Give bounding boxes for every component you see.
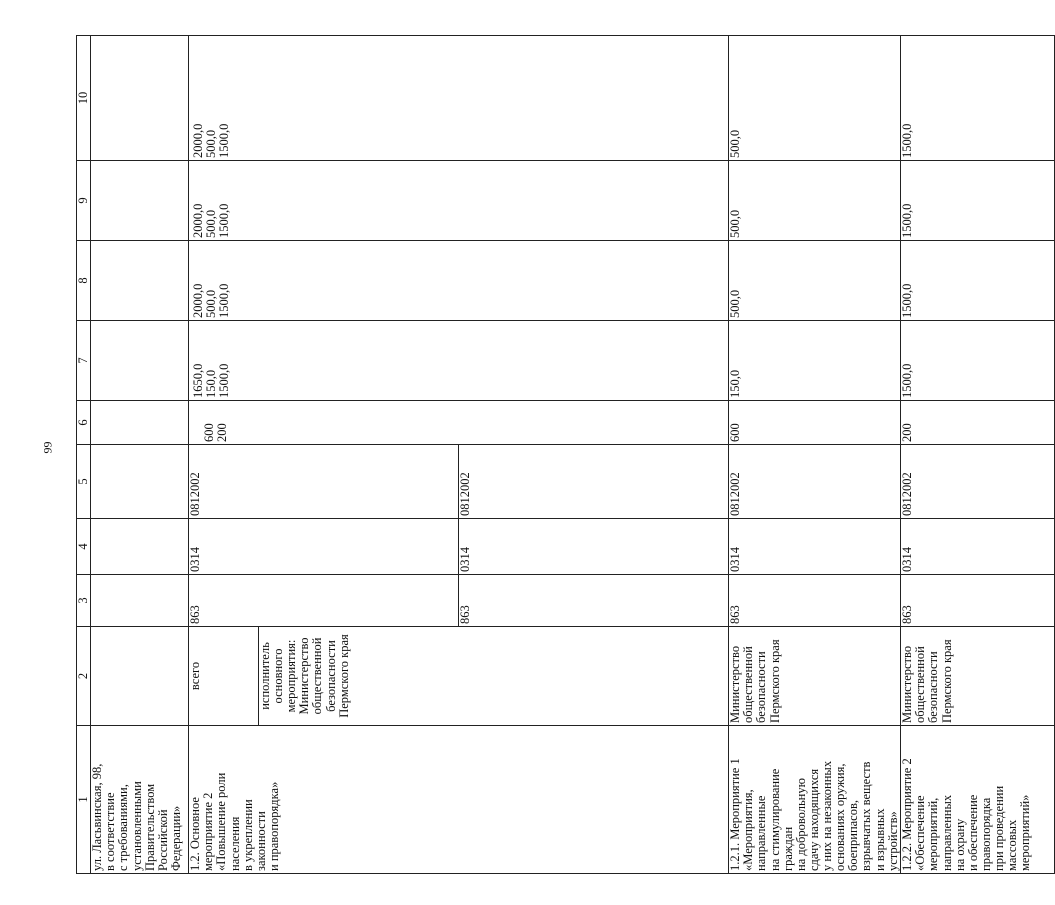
row-4-col-9: 1500,0	[901, 161, 1055, 241]
row-4-col-8: 1500,0	[901, 241, 1055, 321]
row-2-col-4-split	[189, 519, 728, 574]
row-2-col-2-split	[189, 627, 728, 725]
row-3-col-3: 863	[729, 575, 901, 627]
table-row	[901, 36, 1055, 874]
table-row	[189, 36, 729, 874]
row-1-col-6	[91, 401, 189, 445]
row-3-col-10: 500,0	[729, 36, 901, 161]
row-1-col-5	[91, 445, 189, 519]
col-header-5: 5	[77, 445, 91, 519]
row-2-col-5-total: 0812002	[189, 445, 459, 518]
row-1-col-4	[91, 519, 189, 575]
row-1-col-3	[91, 575, 189, 627]
row-2-col-5-split	[189, 445, 728, 518]
column-number-row	[77, 36, 91, 874]
table-row	[729, 36, 901, 874]
row-3-col-2: Министерство общественной безопасности Пермского края	[729, 627, 901, 726]
col-header-10: 10	[77, 36, 91, 161]
row-1-col-7	[91, 321, 189, 401]
program-table	[76, 35, 1055, 874]
row-2-col-8: 2000,0 500,0 1500,0	[189, 241, 729, 321]
row-2-col-4-total: 0314	[189, 519, 459, 574]
row-2-col-1: 1.2. Основное мероприятие 2 «Повышение роли населения в укреплении законности и правопорядка»	[189, 726, 729, 874]
rotated-table-wrapper	[76, 36, 1033, 874]
row-2-col-5	[189, 445, 729, 519]
row-3-col-1: 1.2.1. Мероприятие 1 «Мероприятия, направленные на стимулирование граждан на добровольную сдачу находящихся у них на незаконных основаниях оружия, боеприпасов, взрывчатых веществ и взрывных устройств»	[729, 726, 901, 874]
row-2-col-9: 2000,0 500,0 1500,0	[189, 161, 729, 241]
row-4-col-2: Министерство общественной безопасности Пермского края	[901, 627, 1055, 726]
row-4-col-10: 1500,0	[901, 36, 1055, 161]
row-3-col-8: 500,0	[729, 241, 901, 321]
row-1-col-2	[91, 627, 189, 726]
row-2-col-3	[189, 575, 729, 627]
col-header-3: 3	[77, 575, 91, 627]
row-2-col-3-executor: 863	[458, 605, 473, 624]
row-4-col-4: 0314	[901, 519, 1055, 575]
row-1-col-1: ул. Ласьвинская, 98, в соответствие с требованиями, установленными Правительством Российской Федерации»	[91, 726, 189, 874]
col-header-7: 7	[77, 321, 91, 401]
row-2-col-3-total: 863	[189, 575, 459, 626]
row-4-col-5: 0812002	[901, 445, 1055, 519]
row-3-col-9: 500,0	[729, 161, 901, 241]
row-1-col-9	[91, 161, 189, 241]
row-2-col-2	[189, 627, 729, 726]
col-header-6: 6	[77, 401, 91, 445]
row-2-col-2-executor: исполнитель основного мероприятия: Министерство общественной безопасности Пермского края	[257, 634, 351, 718]
row-2-col-10: 2000,0 500,0 1500,0	[189, 36, 729, 161]
col-header-2: 2	[77, 627, 91, 726]
row-2-col-3-split	[189, 575, 728, 626]
row-1-col-10	[91, 36, 189, 161]
col-header-1: 1	[77, 726, 91, 874]
row-3-col-7: 150,0	[729, 321, 901, 401]
row-2-col-4-executor: 0314	[458, 547, 473, 572]
row-2-col-4	[189, 519, 729, 575]
row-4-col-1: 1.2.2. Мероприятие 2 «Обеспечение мероприятий, направленных на охрану и обеспечение правопорядка при проведении массовых мероприятий»	[901, 726, 1055, 874]
table-row	[91, 36, 189, 874]
row-3-col-4: 0314	[729, 519, 901, 575]
row-2-col-5-executor: 0812002	[458, 472, 473, 516]
col-header-4: 4	[77, 519, 91, 575]
row-2-col-6: 600 200	[189, 401, 729, 445]
col-header-8: 8	[77, 241, 91, 321]
row-3-col-6: 600	[729, 401, 901, 445]
row-3-col-5: 0812002	[729, 445, 901, 519]
row-4-col-7: 1500,0	[901, 321, 1055, 401]
row-1-col-8	[91, 241, 189, 321]
row-4-col-6: 200	[901, 401, 1055, 445]
col-header-9: 9	[77, 161, 91, 241]
row-2-col-7: 1650,0 150,0 1500,0	[189, 321, 729, 401]
page-number: 99	[40, 441, 55, 454]
row-4-col-3: 863	[901, 575, 1055, 627]
row-2-col-2-total: всего	[189, 627, 258, 725]
